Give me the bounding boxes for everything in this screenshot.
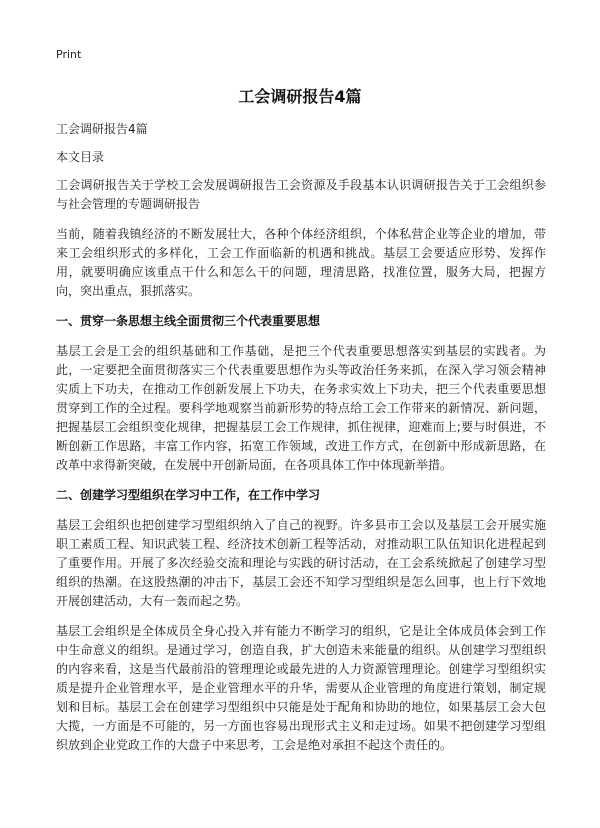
- document-subtitle: 工会调研报告4篇: [56, 122, 148, 136]
- section-1-paragraph: 基层工会是工会的组织基础和工作基础，是把三个代表重要思想落实到基层的实践者。为此，一定要把全面贯彻落实三个代表重要思想作为头等政治任务来抓，在深入学习领会精神实质上下功夫，在推动工作创新发展上下功夫，在务求实效上下功夫，把三个代表重要思想贯穿到工作的全过程。要科学地观察当前新形势的特点给工会工作带来的新情况、新问题，把握基层工会组织变化规律，把握基层工会工作规律，抓住视律，迎难而上;要与时俱进，不断创新工作思路，丰富工作内容，拓宽工作领域，改进工作方式，在创新中形成新思路，在改革中求得新突破，在发展中开创新局面，在各项具体工作中体现新举措。: [56, 344, 546, 472]
- print-link[interactable]: Print: [56, 48, 82, 61]
- toc-text: 工会调研报告关于学校工会发展调研报告工会资源及手段基本认识调研报告关于工会组织参与社会管理的专题调研报告: [56, 178, 546, 211]
- section-1-heading: 一、贯穿一条思想主线全面贯彻三个代表重要思想: [56, 314, 321, 328]
- toc-label: 本文目录: [56, 150, 105, 164]
- intro-paragraph: 当前，随着我镇经济的不断发展壮大，各种个体经济组织，个体私营企业等企业的增加，带来工会组织形式的多样化，工会工作面临新的机遇和挑战。基层工会要适应形势、发挥作用，就要明确应该重点干什么和怎么干的问题，理清思路，找准位置，服务大局，把握方向，突出重点，狠抓落实。: [56, 227, 546, 298]
- section-2-paragraph-2: 基层工会组织是全体成员全身心投入并有能力不断学习的组织，它是让全体成员体会到工作中生命意义的组织。是通过学习，创造自我，扩大创造未来能量的组织。从创建学习型组织的内容来看，这是当代最前沿的管理理论或最先进的人力资源管理理论。创建学习型组织实质是提升企业管理水平，是企业管理水平的升华，需要从企业管理的角度进行策划，制定规划和目标。基层工会在创建学习型组织中只能是处于配角和协助的地位，如果基层工会大包大揽，一方面是不可能的，另一方面也容易出现形式主义和走过场。如果不把创建学习型组织放到企业党政工作的大盘子中来思考，工会是绝对承担不起这个责任的。: [56, 624, 546, 752]
- document-title: 工会调研报告4篇: [238, 87, 362, 106]
- section-2-heading: 二、创建学习型组织在学习中工作，在工作中学习: [56, 488, 321, 502]
- section-2-paragraph-1: 基层工会组织也把创建学习型组织纳入了自己的视野。许多县市工会以及基层工会开展实施职工素质工程、知识武装工程、经济技术创新工程等活动，对推动职工队伍知识化进程起到了重要作用。开展了多次经验交流和理论与实践的研讨活动，在工会系统掀起了创建学习型组织的热潮。在这股热潮的冲击下，基层工会还不知学习型组织是怎么回事，也上行下效地开展创建活动，大有一轰而起之势。: [56, 518, 546, 608]
- document-body: [56, 120, 546, 766]
